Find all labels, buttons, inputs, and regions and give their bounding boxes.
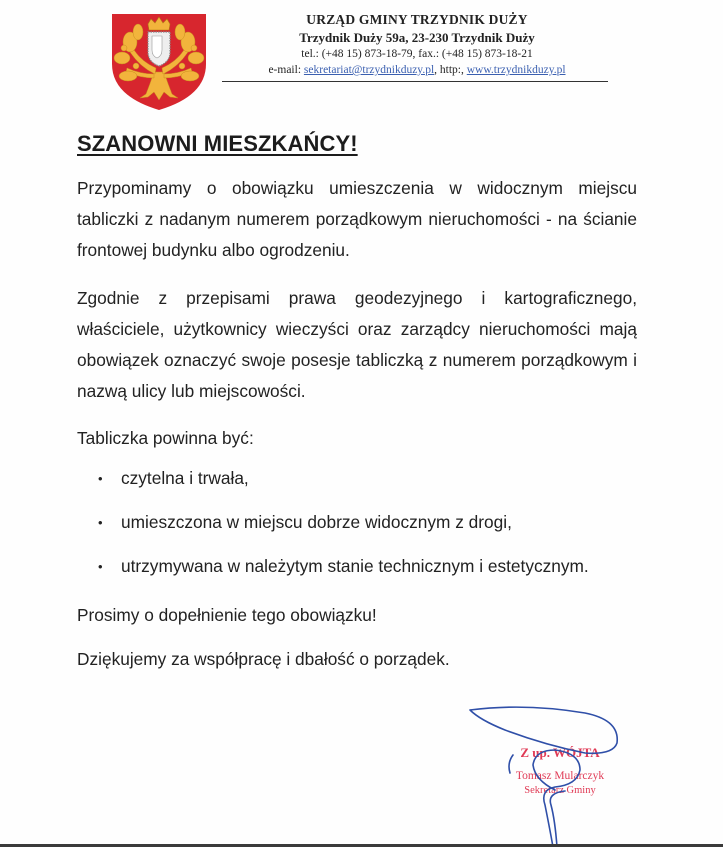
list-item-text: czytelna i trwała, bbox=[121, 468, 249, 488]
list-item-text: umieszczona w miejscu dobrze widocznym z drogi, bbox=[121, 512, 512, 532]
office-address: Trzydnik Duży 59a, 23-230 Trzydnik Duży bbox=[299, 30, 535, 45]
coat-of-arms-icon bbox=[110, 12, 208, 112]
letterhead-divider bbox=[222, 81, 608, 82]
list-item bbox=[77, 463, 657, 494]
stamp-title: Sekretarz Gminy bbox=[524, 785, 596, 796]
email-link[interactable]: sekretariat@trzydnikduzy.pl bbox=[303, 64, 435, 76]
page-title: SZANOWNI MIESZKAŃCY! bbox=[77, 131, 358, 156]
bullet-icon: • bbox=[98, 559, 103, 574]
list-item bbox=[77, 551, 657, 582]
website-link[interactable]: www.trzydnikduzy.pl bbox=[466, 64, 566, 76]
list-item bbox=[77, 507, 657, 538]
paragraph-reminder: Przypominamy o obowiązku umieszczenia w widocznym miejscu tabliczki z nadanym numerem porządkowym nieruchomości - na ścianie frontowej budynku albo ogrodzeniu. bbox=[77, 178, 637, 260]
office-name: URZĄD GMINY TRZYDNIK DUŻY bbox=[306, 12, 528, 27]
bullet-icon: • bbox=[98, 515, 103, 530]
handwritten-signature-icon bbox=[465, 695, 635, 847]
thanks-line: Dziękujemy za współpracę i dbałość o porządek. bbox=[77, 649, 450, 669]
paragraph-legal-basis: Zgodnie z przepisami prawa geodezyjnego i kartograficznego, właściciele, użytkownicy wieczyści oraz zarządcy nieruchomości mają obowiązek oznaczyć swoje posesje tabliczką z numerem porządkowym i nazwą ulicy lub miejscowości. bbox=[77, 288, 637, 401]
http-label: , http:, bbox=[434, 64, 467, 76]
closing-request: Prosimy o dopełnienie tego obowiązku! bbox=[77, 605, 377, 625]
office-contact-line bbox=[222, 62, 612, 78]
requirements-list bbox=[77, 463, 657, 595]
office-phone-fax: tel.: (+48 15) 873-18-79, fax.: (+48 15) 873-18-21 bbox=[301, 48, 533, 60]
stamp-name: Tomasz Mularczyk bbox=[515, 770, 605, 782]
list-item-text: utrzymywana w należytym stanie technicznym i estetycznym. bbox=[121, 556, 589, 576]
stamp-role: Z up. WÓJTA bbox=[520, 745, 600, 760]
list-intro: Tabliczka powinna być: bbox=[77, 428, 254, 448]
email-label: e-mail: bbox=[268, 64, 304, 76]
bullet-icon: • bbox=[98, 471, 103, 486]
letterhead bbox=[222, 11, 612, 78]
